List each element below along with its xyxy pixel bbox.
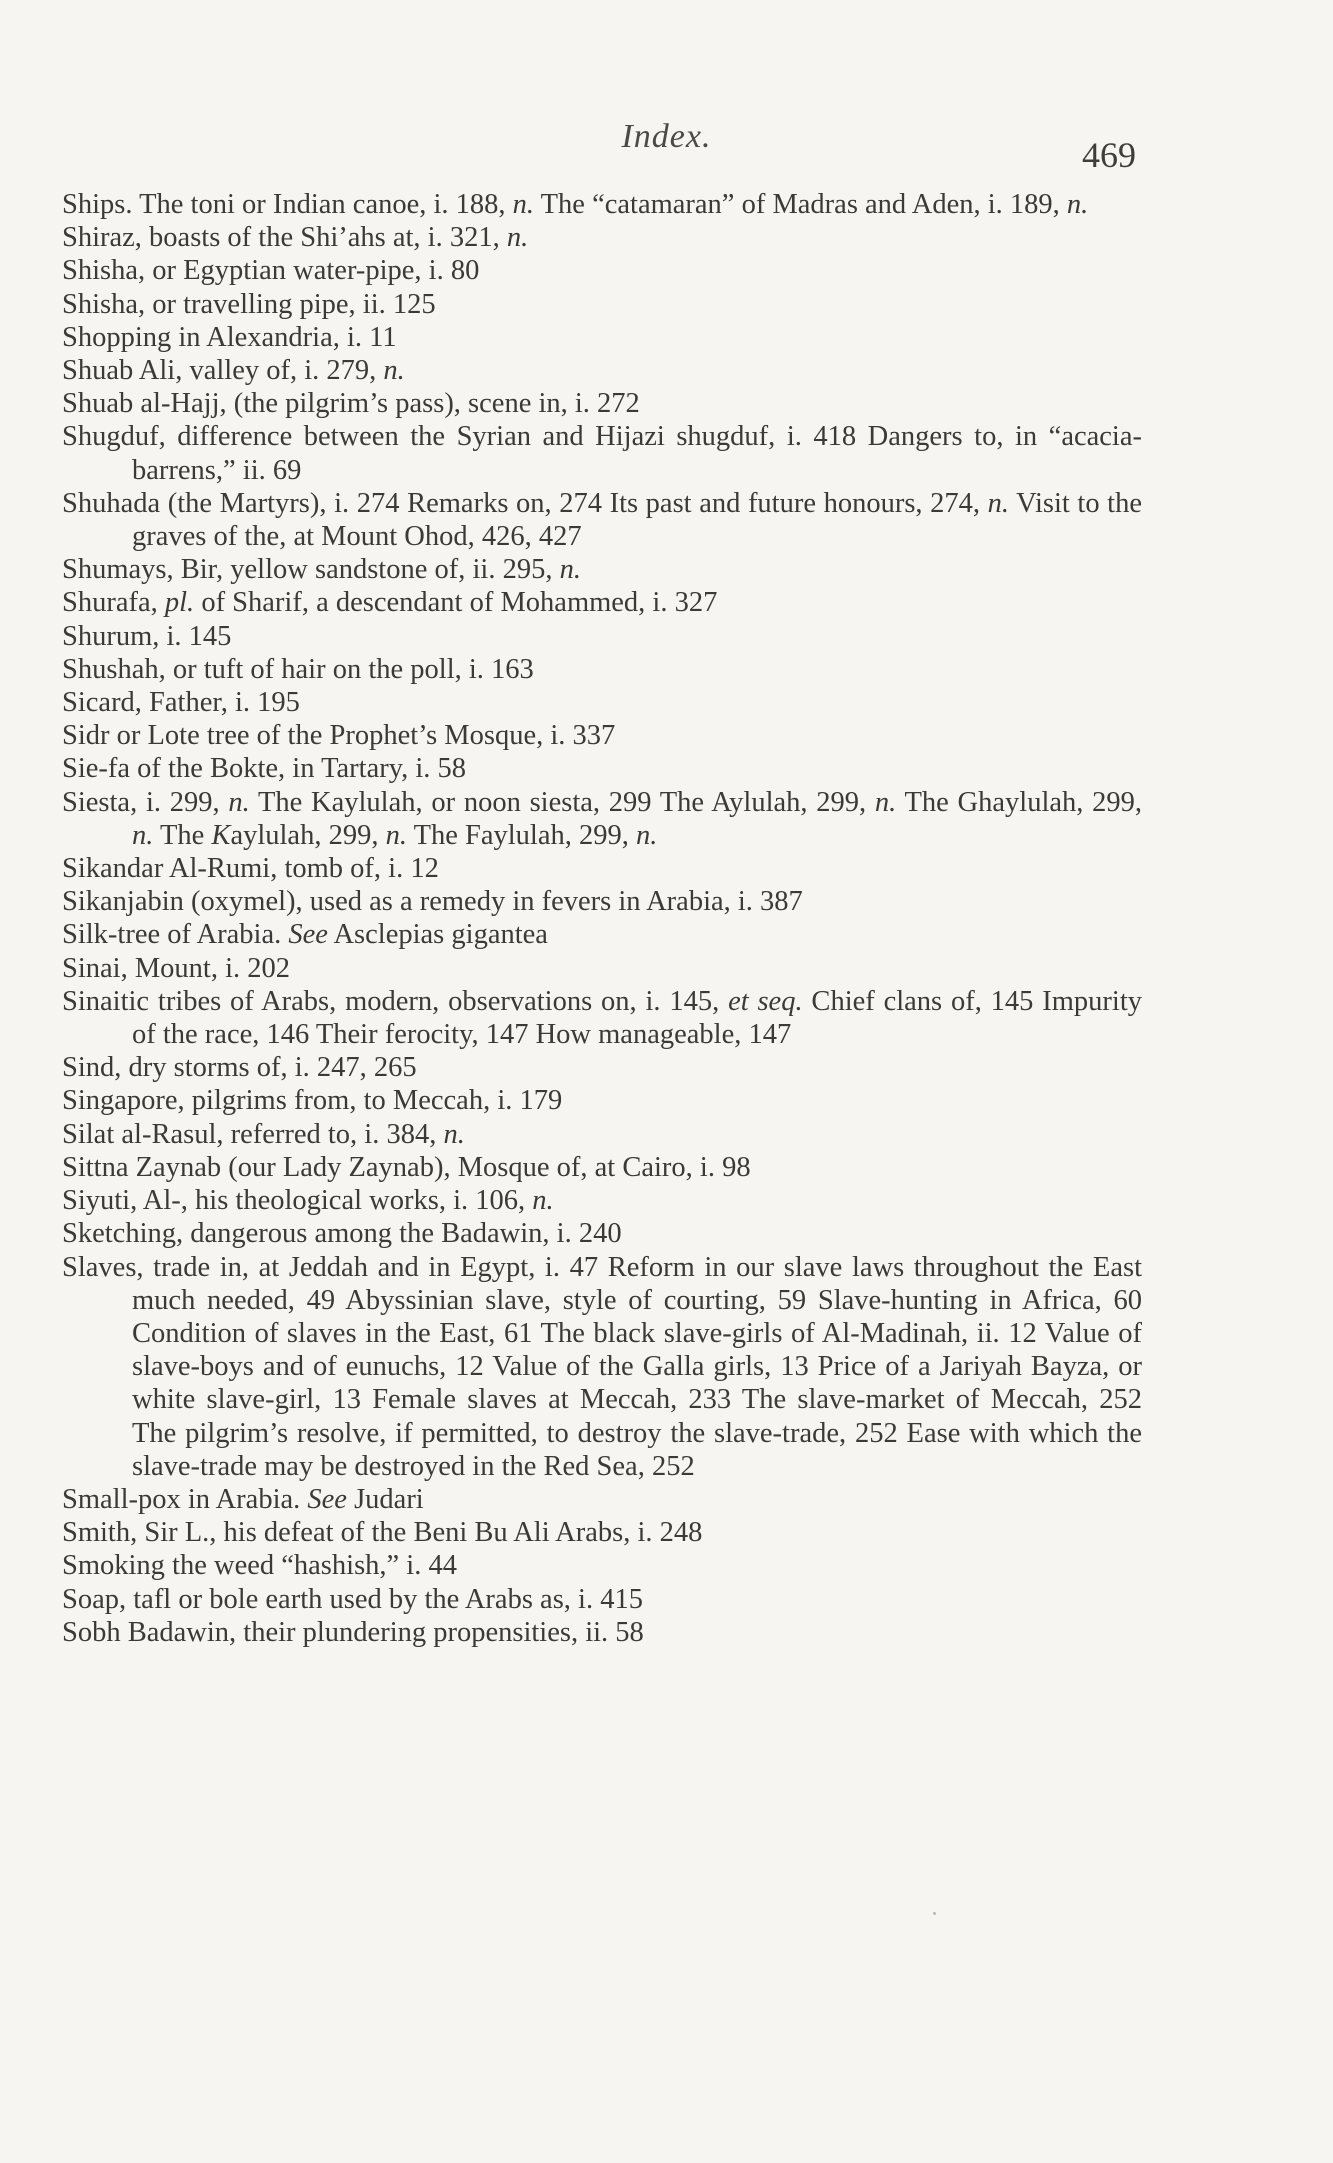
index-entry [62,288,1142,321]
entry-text: Asclepias gigantea [327,919,548,951]
index-entry [62,719,1142,752]
entry-text: Sinaitic tribes of Arabs, modern, observations on, i. 145, [62,985,729,1017]
running-head: Index. [621,118,712,155]
entry-text: Smith, Sir L., his defeat of the Beni Bu Ali Arabs, i. 248 [62,1517,703,1549]
italic-text: n. [383,355,405,387]
entry-text: Shushah, or tuft of hair on the poll, i. 163 [62,653,534,685]
index-entry [62,686,1142,719]
index-entry [62,1217,1142,1250]
index-entry [62,387,1142,420]
index-entry [62,620,1142,653]
entry-text: Visit to the graves of the, at Mount Ohod, 426, 427 [132,487,1142,553]
index-entry [62,752,1142,785]
index-entry [62,1483,1142,1516]
entry-text: Sicard, Father, i. 195 [62,687,300,719]
italic-text: n. [1066,189,1089,220]
entry-text: Silk-tree of Arabia. [62,919,289,951]
italic-text: n. [987,487,1009,519]
entry-text: Shiraz, boasts of the Shi’ahs at, i. 321, [62,222,507,254]
entry-text: Shuab Ali, valley of, i. 279, [62,355,384,387]
entry-text: Sinai, Mount, i. 202 [62,952,291,984]
entry-text: Shugduf, difference between the Syrian and Hijazi shugduf, i. 418 Dangers to, in “acacia-barrens,” ii. 69 [62,421,1142,486]
entry-text: Sittna Zaynab (our Lady Zaynab), Mosque of, at Cairo, i. 98 [62,1151,751,1183]
italic-text: n. [635,819,658,851]
index-entry [62,852,1142,885]
entry-text: Smoking the weed “hashish,” i. 44 [62,1550,457,1582]
index-entry [62,188,1142,221]
index-entry [62,487,1142,553]
index-entry [62,653,1142,686]
entry-text: Sidr or Lote tree of the Prophet’s Mosque, i. 337 [62,720,616,752]
entry-text: Shumays, Bir, yellow sandstone of, ii. 295, [62,554,560,586]
entry-text: Shopping in Alexandria, i. 11 [62,321,397,353]
entry-text: of Sharif, a descendant of Mohammed, i. 327 [194,587,718,619]
index-entry [62,354,1142,387]
italic-text: n. [443,1118,465,1150]
italic-text: See [288,919,328,951]
entry-text: Siyuti, Al-, his theological works, i. 106, [62,1185,533,1217]
italic-text: n. [228,786,250,818]
index-entry [62,985,1142,1051]
index-entry [62,918,1142,951]
entry-text: Sikanjabin (oxymel), used as a remedy in fevers in Arabia, i. 387 [62,886,803,918]
italic-text: n. [385,819,407,851]
index-entry [62,952,1142,985]
index-entry [62,1084,1142,1117]
index-entry [62,1151,1142,1184]
index-entry [62,1516,1142,1549]
entry-text: The Kaylulah, or noon siesta, 299 The Aylulah, 299, [249,786,875,818]
entry-text: Silat al-Rasul, referred to, i. 384, [62,1118,444,1150]
entry-text: The [153,819,212,851]
entry-text: Sikandar Al-Rumi, tomb of, i. 12 [62,853,439,885]
page-header [0,118,1333,175]
index-entry [62,1118,1142,1151]
entry-text: Shurum, i. 145 [62,620,232,652]
entry-text: Sind, dry storms of, i. 247, 265 [62,1052,417,1084]
entry-text: Judari [346,1483,424,1515]
italic-text: pl. [164,587,195,619]
italic-text: See [307,1483,347,1515]
italic-text: n. [532,1185,554,1217]
index-entry [62,321,1142,354]
entry-text: Singapore, pilgrims from, to Meccah, i. 179 [62,1085,563,1117]
index-entry [62,1184,1142,1217]
entry-text: The Ghaylulah, 299, [896,786,1143,818]
entry-text: Sie-fa of the Bokte, in Tartary, i. 58 [62,753,467,785]
entry-text: Shurafa, [62,587,165,619]
entry-text: Slaves, trade in, at Jeddah and in Egypt, i. 47 Reform in our slave laws throughout the East much needed, 49 Abyssinian slave, style of courting, 59 Slave-hunting in Africa, 60 Condition of slaves in the East, 61 The black slave-girls of Al-Madinah, ii. 12 Value of slave-boys and of eunuchs, 12 Value of the Galla girls, 13 Price of a Jariyah Bayza, or white slave-girl, 13 Female slaves at Meccah, 233 The slave-market of Meccah, 252 The pilgrim’s resolve, if permitted, to destroy the slave-trade, 252 Ease with which the slave-trade may be destroyed in the Red Sea, 252 [62,1251,1142,1482]
entry-text: Chief clans of, 145 Impurity of the race, 146 Their ferocity, 147 How manageable, 147 [132,985,1142,1051]
entry-text: The Faylulah, 299, [406,819,636,851]
index-entry [62,254,1142,287]
entry-text: aylulah, 299, [230,819,386,851]
index-entry [62,1051,1142,1084]
entry-text: Shuhada (the Martyrs), i. 274 Remarks on, 274 Its past and future honours, 274, [62,487,988,519]
entry-text: Sketching, dangerous among the Badawin, i. 240 [62,1218,622,1250]
index-entry [62,553,1142,586]
entry-text: Soap, tafl or bole earth used by the Arabs as, i. 415 [62,1583,643,1615]
index-entry [62,1251,1142,1483]
entry-text: Small-pox in Arabia. [62,1483,308,1515]
entry-text: The “catamaran” of Madras and Aden, i. 189, [534,189,1067,220]
index-entry [62,1549,1142,1582]
print-speck [933,1912,936,1915]
italic-text: K [211,819,231,851]
page-number: 469 [1082,135,1136,175]
italic-text: n. [559,554,581,586]
italic-text: et seq. [728,985,803,1017]
index-entry [62,586,1142,619]
entry-text: Shuab al-Hajj, (the pilgrim’s pass), scene in, i. 272 [62,388,640,420]
italic-text: n. [874,786,897,818]
italic-text: n. [132,819,154,851]
entry-text: Siesta, i. 299, [62,786,229,818]
index-entry [62,786,1142,852]
entry-text: Shisha, or Egyptian water-pipe, i. 80 [62,255,480,287]
entry-text: Shisha, or travelling pipe, ii. 125 [62,288,436,320]
index-entries [62,188,1142,1649]
index-entry [62,221,1142,254]
index-entry [62,885,1142,918]
italic-text: n. [506,222,529,254]
index-entry [62,1616,1142,1649]
italic-text: n. [512,189,535,220]
entry-text: Ships. The toni or Indian canoe, i. 188, [62,189,513,220]
index-entry [62,420,1142,486]
entry-text: Sobh Badawin, their plundering propensities, ii. 58 [62,1616,644,1648]
index-entry [62,1583,1142,1616]
